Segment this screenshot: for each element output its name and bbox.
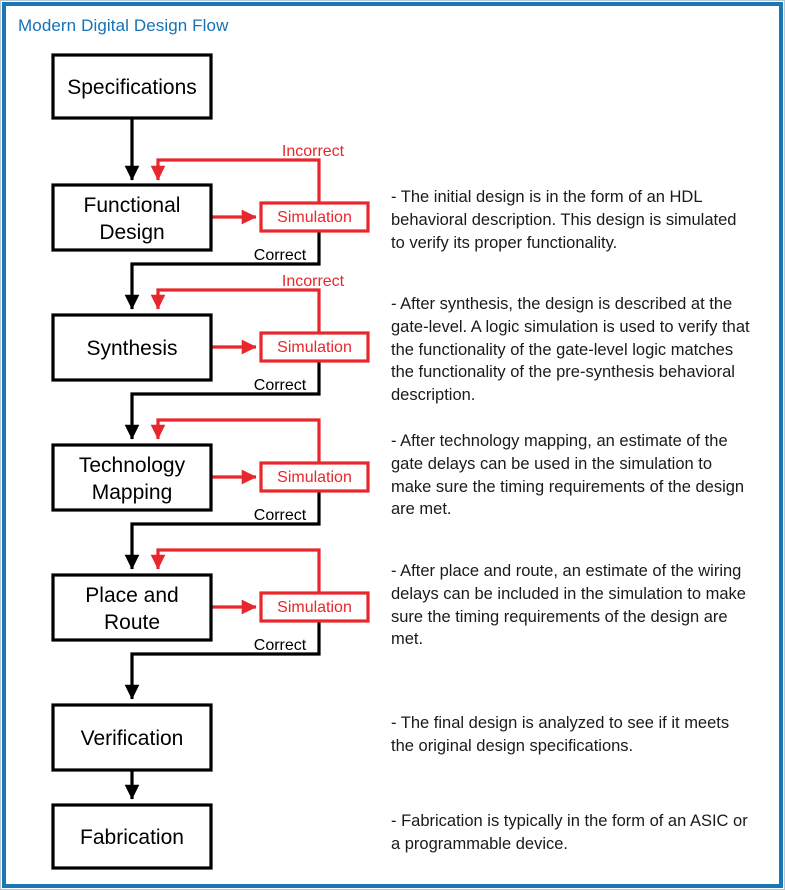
note-place-and-route: - After place and route, an estimate of the wiring delays can be included in the simulation to make sure the timing requirements of the design are met. [391, 562, 746, 649]
stage-label-verification: Verification [80, 727, 184, 750]
stage-box-place-and-route[interactable] [53, 575, 211, 640]
stage-label-technology-mapping-line1: Technology [78, 454, 186, 477]
edge-label-incorrect-synthesis: Incorrect [281, 273, 345, 290]
stage-label-place-and-route-line1: Place and [85, 584, 179, 607]
simulation-label-synthesis: Simulation [277, 339, 352, 356]
page-title: Modern Digital Design Flow [18, 16, 229, 35]
stage-box-fabrication[interactable] [53, 805, 211, 868]
note-synthesis: - After synthesis, the design is described at the gate-level. A logic simulation is used to verify that the functionality of the gate-level logic matches the functionality of the pre-synthesis behavioral description. [391, 295, 750, 405]
stage-box-specifications[interactable] [53, 55, 211, 118]
stage-label-specifications: Specifications [67, 76, 197, 99]
edge-label-incorrect-functional-design: Incorrect [281, 143, 345, 160]
simulation-label-technology-mapping: Simulation [277, 469, 352, 486]
simulation-box-functional-design[interactable] [261, 203, 368, 231]
edge-label-correct-synthesis: Correct [253, 377, 307, 394]
note-technology-mapping: - After technology mapping, an estimate of the gate delays can be used in the simulation to make sure the timing requirements of the design are met. [391, 432, 745, 519]
simulation-box-technology-mapping[interactable] [261, 463, 368, 491]
simulation-label-place-and-route: Simulation [277, 599, 352, 616]
stage-label-synthesis: Synthesis [86, 337, 178, 360]
stage-box-functional-design[interactable] [53, 185, 211, 250]
stage-label-technology-mapping-line2: Mapping [91, 481, 173, 504]
stage-label-functional-design-line2: Design [99, 221, 165, 244]
stage-box-synthesis[interactable] [53, 315, 211, 380]
simulation-box-place-and-route[interactable] [261, 593, 368, 621]
stage-label-functional-design-line1: Functional [83, 194, 181, 217]
edge-label-correct-place-and-route: Correct [253, 637, 307, 654]
edge-label-correct-technology-mapping: Correct [253, 507, 307, 524]
stage-label-place-and-route-line2: Route [103, 611, 161, 634]
simulation-label-functional-design: Simulation [277, 209, 352, 226]
stage-label-fabrication: Fabrication [80, 826, 184, 849]
simulation-boxes [261, 203, 368, 621]
note-functional-design: - The initial design is in the form of an HDL behavioral description. This design is simulated to verify its proper functionality. [391, 188, 737, 252]
edge-label-correct-functional-design: Correct [253, 247, 307, 264]
stage-box-technology-mapping[interactable] [53, 445, 211, 510]
simulation-box-synthesis[interactable] [261, 333, 368, 361]
note-fabrication: - Fabrication is typically in the form of an ASIC or a programmable device. [391, 812, 748, 853]
note-verification: - The final design is analyzed to see if it meets the original design specifications. [391, 714, 730, 755]
stage-box-verification[interactable] [53, 705, 211, 770]
